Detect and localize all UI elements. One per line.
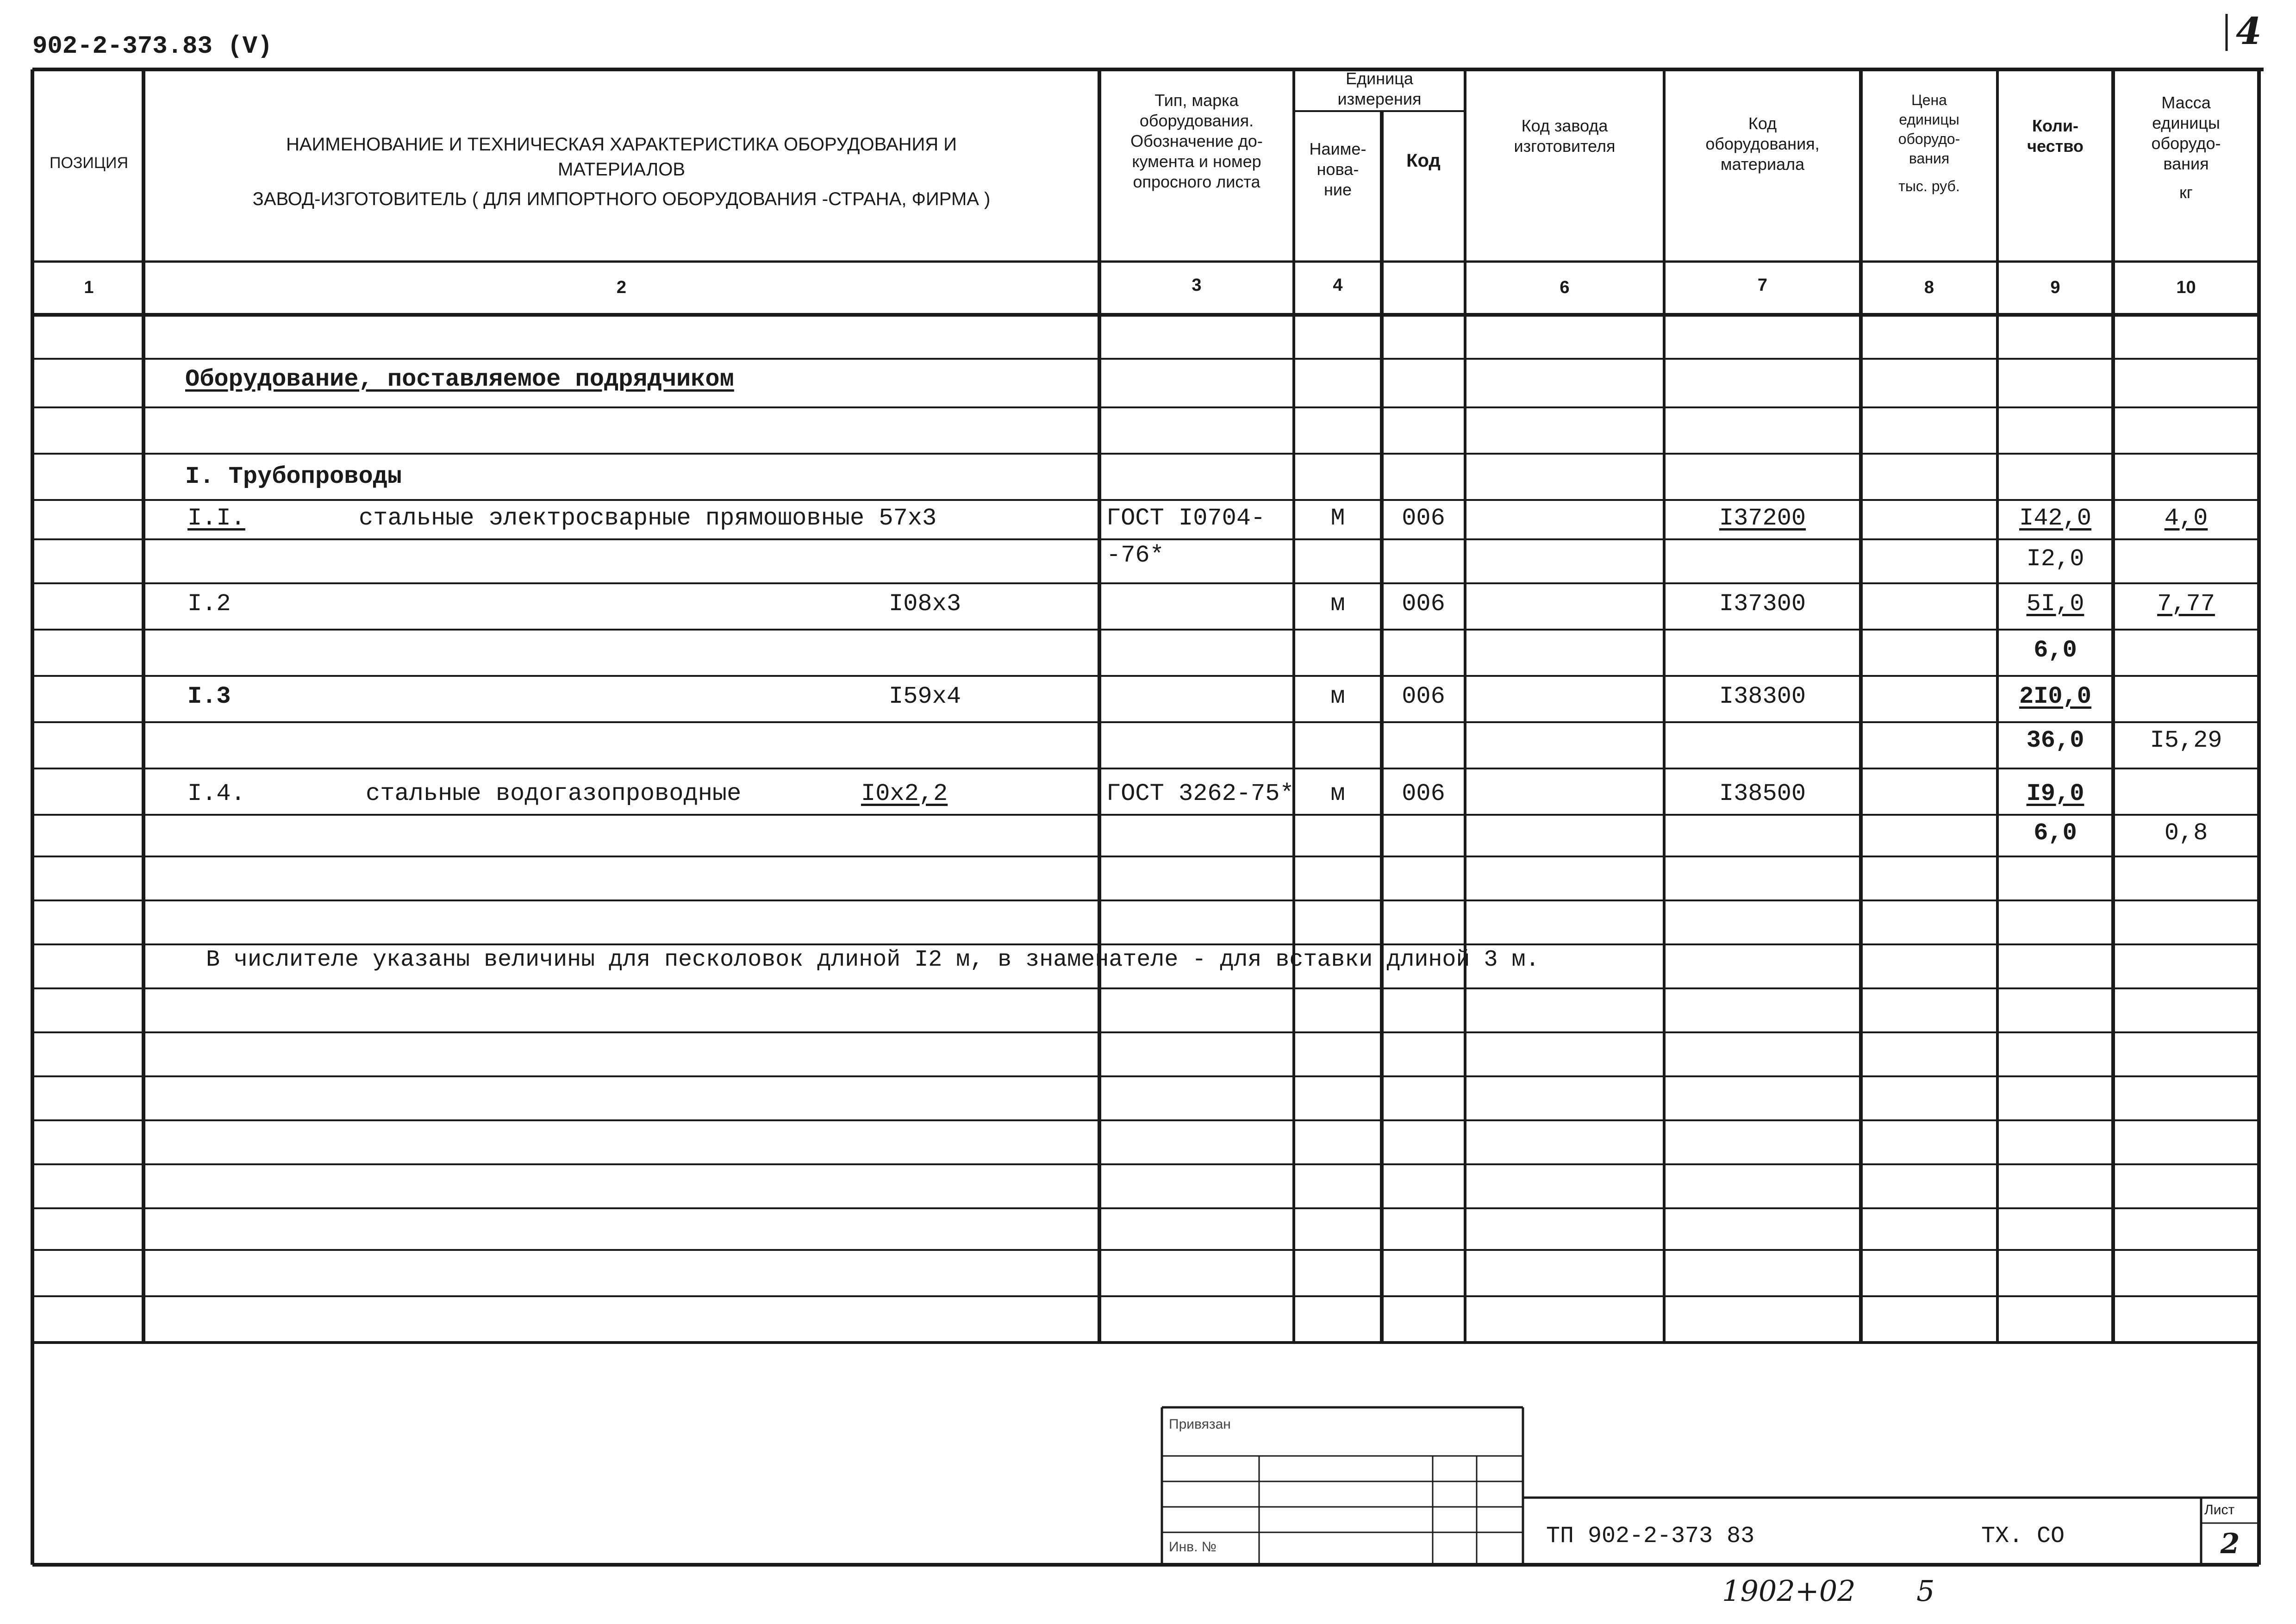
row-document-continued: -76* [1106, 542, 1164, 569]
row-mass: 7,77 [2157, 590, 2215, 618]
stamp-sheet-label: Лист [2204, 1502, 2235, 1518]
row-document: ГОСТ I0704- [1106, 505, 1266, 532]
stamp-document-code: ТП 902-2-373 83 [1546, 1523, 1755, 1549]
row-quantity: 2I0,0 [2019, 683, 2092, 710]
row-description: стальные водогазопроводные [366, 780, 742, 807]
group-title: I. Трубопроводы [185, 463, 402, 490]
row-quantity-alt: 6,0 [2034, 637, 2077, 664]
row-unit: м [1330, 683, 1345, 710]
header-unit-group: Единица измерения [1337, 69, 1422, 108]
header-price: Цена единицы оборудо- вания тыс. руб. [1898, 92, 1960, 194]
header-name: НАИМЕНОВАНИЕ И ТЕХНИЧЕСКАЯ ХАРАКТЕРИСТИКА ОБОРУДОВАНИЯ И МАТЕРИАЛОВ ЗАВОД-ИЗГОТОВИТЕЛЬ ( ДЛЯ ИМПОРТНОГО ОБОРУДОВАНИЯ -СТРАНА, ФИРМА ) [252, 134, 991, 209]
header-quantity: Коли- чество [2027, 116, 2084, 156]
row-unit-code: 006 [1402, 780, 1445, 807]
column-number: 6 [1560, 278, 1570, 297]
document-code: 902-2-373.83 (V) [32, 32, 273, 61]
column-number: 7 [1757, 275, 1768, 295]
stamp-label-inventory: Инв. № [1169, 1539, 1217, 1555]
section-title: Оборудование, поставляемое подрядчиком [185, 366, 734, 393]
row-size: I08х3 [889, 590, 961, 618]
row-quantity: I9,0 [2026, 780, 2084, 807]
footer-handwritten-number: 5 [1916, 1574, 1935, 1608]
column-number: 8 [1924, 278, 1934, 297]
row-equipment-code: I38300 [1719, 683, 1806, 710]
row-equipment-code: I38500 [1719, 780, 1806, 807]
header-equipment-code: Код оборудования, материала [1705, 114, 1820, 174]
column-number: 2 [616, 278, 627, 297]
row-position: I.2 [187, 590, 231, 618]
row-unit-code: 006 [1402, 590, 1445, 618]
header-type: Тип, марка оборудования. Обозначение до- кумента и номер опросного листа [1130, 91, 1263, 191]
row-position: I.I. [187, 505, 245, 532]
row-equipment-code: I37200 [1719, 505, 1806, 532]
row-description: стальные электросварные прямошовные 57х3 [359, 505, 937, 532]
row-mass-alt: 0,8 [2164, 819, 2208, 847]
header-unit-name: Наиме- нова- ние [1309, 139, 1366, 199]
footer-handwritten-code: 1902+02 [1722, 1574, 1856, 1608]
row-quantity-alt: 36,0 [2026, 727, 2084, 754]
row-size: I59х4 [889, 683, 961, 710]
row-unit-code: 006 [1402, 505, 1445, 532]
stamp-sheet-number: 2 [2220, 1528, 2240, 1560]
row-equipment-code: I37300 [1719, 590, 1806, 618]
column-number: 3 [1192, 275, 1202, 295]
row-position: I.3 [187, 683, 231, 710]
row-position: I.4. [187, 780, 245, 807]
row-unit: м [1330, 780, 1345, 807]
stamp-mark: ТХ. СО [1981, 1523, 2065, 1549]
row-quantity-alt: I2,0 [2026, 545, 2084, 573]
row-quantity-alt: 6,0 [2034, 819, 2077, 847]
column-number: 9 [2050, 278, 2060, 297]
header-mass: Масса единицы оборудо- вания кг [2151, 93, 2221, 202]
row-mass-alt: I5,29 [2150, 727, 2222, 754]
column-number: 4 [1333, 275, 1343, 295]
row-document: ГОСТ 3262-75* [1106, 780, 1294, 807]
row-mass: 4,0 [2164, 505, 2208, 532]
row-size: I0х2,2 [861, 780, 948, 807]
row-unit: М [1330, 505, 1345, 532]
column-number: 1 [84, 278, 94, 297]
header-position: ПОЗИЦИЯ [50, 154, 128, 172]
column-number: 10 [2176, 278, 2196, 297]
row-quantity: 5I,0 [2026, 590, 2084, 618]
row-unit-code: 006 [1402, 683, 1445, 710]
footnote: В числителе указаны величины для песколовок длиной I2 м, в знаменателе - для вставки длиной 3 м. [206, 947, 1540, 973]
header-factory-code: Код завода изготовителя [1514, 116, 1616, 156]
stamp-label-attached: Привязан [1169, 1417, 1231, 1432]
header-unit-code: Код [1406, 150, 1441, 171]
row-quantity: I42,0 [2019, 505, 2092, 532]
row-unit: м [1330, 590, 1345, 618]
corner-page-number: 4 [2236, 9, 2262, 53]
